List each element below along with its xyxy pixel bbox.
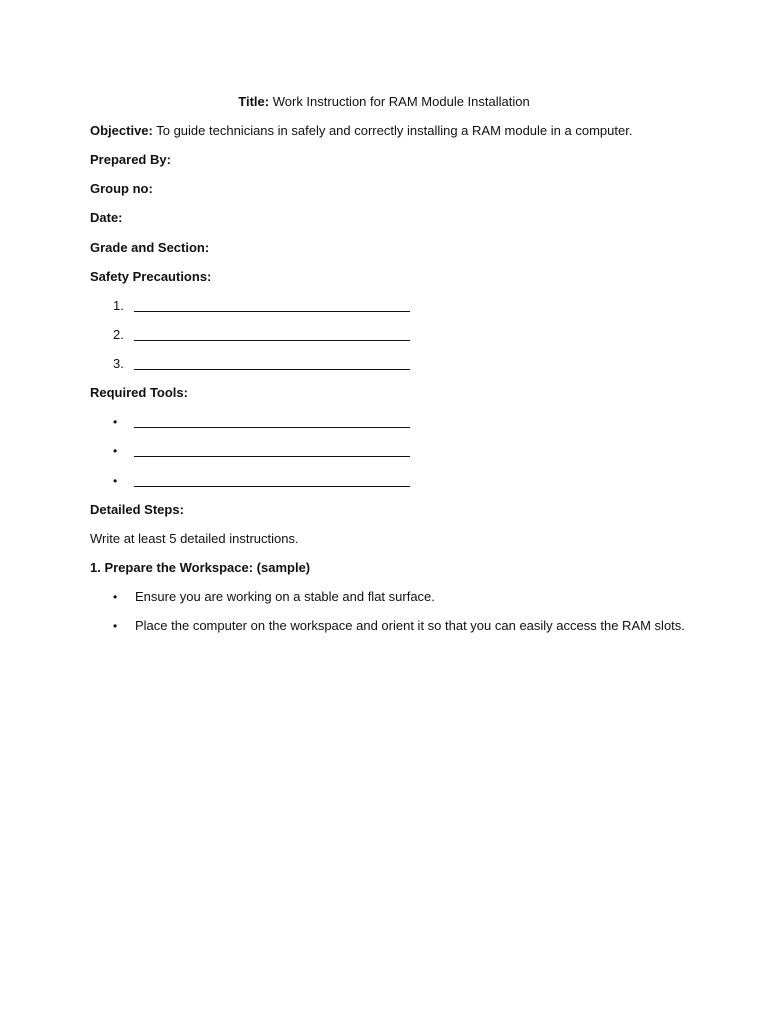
objective-line xyxy=(90,123,632,139)
step1-bullet-item xyxy=(0,589,768,605)
blank-line xyxy=(134,327,410,341)
bullet-icon: • xyxy=(113,415,118,429)
safety-item-number: 3. xyxy=(113,356,124,371)
title-text: Work Instruction for RAM Module Installation xyxy=(269,94,530,109)
group-no-label: Group no: xyxy=(90,181,153,196)
tools-item xyxy=(0,443,768,459)
title-label: Title: xyxy=(238,94,270,109)
blank-line xyxy=(134,414,410,428)
tools-item xyxy=(0,414,768,430)
bullet-icon: • xyxy=(113,474,118,488)
safety-item-number: 2. xyxy=(113,327,124,342)
document-title xyxy=(0,94,768,110)
steps-instruction: Write at least 5 detailed instructions. xyxy=(90,531,299,546)
safety-item xyxy=(0,356,768,372)
objective-label: Objective: xyxy=(90,123,153,138)
prepared-by-label: Prepared By: xyxy=(90,152,171,167)
safety-item xyxy=(0,298,768,314)
safety-precautions-heading: Safety Precautions: xyxy=(90,269,212,284)
tools-item xyxy=(0,473,768,489)
grade-section-label: Grade and Section: xyxy=(90,240,210,255)
safety-item-number: 1. xyxy=(113,298,124,313)
step1-bullet-text: Place the computer on the workspace and orient it so that you can easily access the RAM slots. xyxy=(135,618,685,633)
bullet-icon: • xyxy=(113,590,118,604)
required-tools-heading: Required Tools: xyxy=(90,385,188,400)
bullet-icon: • xyxy=(113,619,118,633)
step1-heading: 1. Prepare the Workspace: (sample) xyxy=(90,560,311,575)
step1-bullet-text: Ensure you are working on a stable and flat surface. xyxy=(135,589,435,604)
blank-line xyxy=(134,443,410,457)
blank-line xyxy=(134,473,410,487)
blank-line xyxy=(134,356,410,370)
bullet-icon: • xyxy=(113,444,118,458)
detailed-steps-heading: Detailed Steps: xyxy=(90,502,184,517)
blank-line xyxy=(134,298,410,312)
objective-text: To guide technicians in safely and correctly installing a RAM module in a computer. xyxy=(152,123,633,138)
date-label: Date: xyxy=(90,210,123,225)
safety-item xyxy=(0,327,768,343)
step1-bullet-item xyxy=(0,618,768,634)
